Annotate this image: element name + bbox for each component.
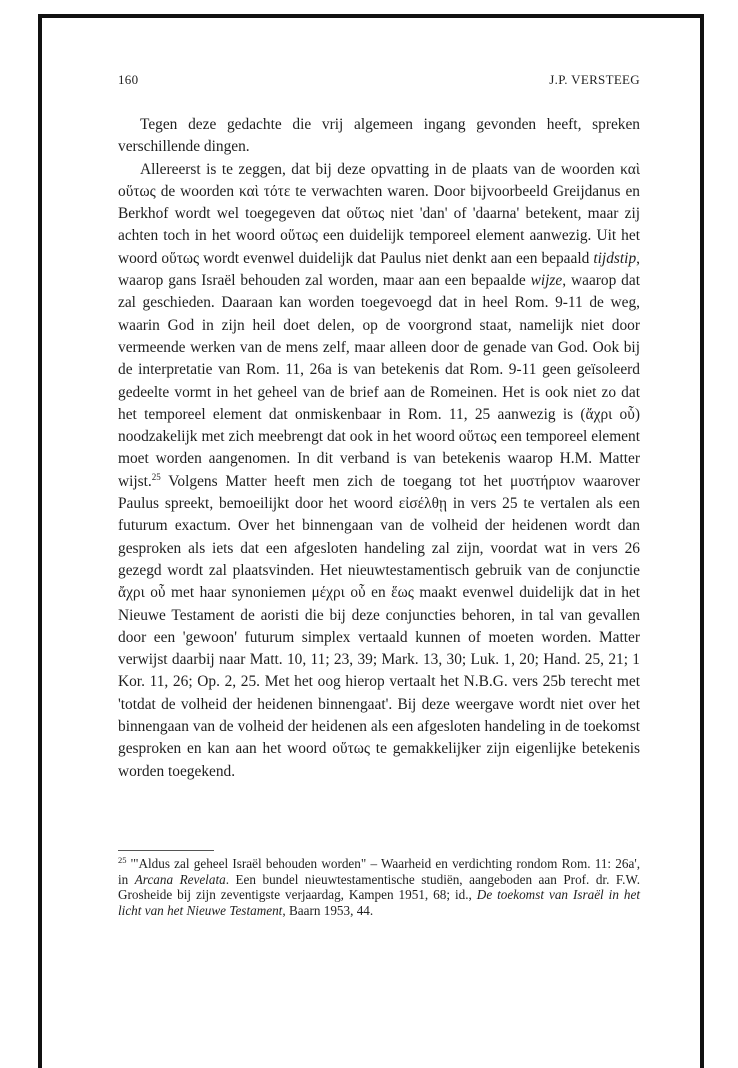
- italic-tijdstip: tijdstip: [593, 249, 637, 267]
- paragraph-2-text-2: , waarop gans Israël behouden zal worden, maar aan een bepaalde: [118, 249, 640, 290]
- scan-border-top: [38, 14, 704, 18]
- footnote-number: 25: [118, 855, 127, 865]
- italic-wijze: wijze: [530, 272, 563, 290]
- scan-border-left: [38, 14, 42, 1068]
- footnote-separator: [118, 850, 214, 851]
- paragraph-2: [118, 159, 640, 783]
- footnote-italic-title: De toekomst van Israël in het licht van het Nieuwe Testament: [118, 887, 640, 918]
- paragraph-2-text-4: Volgens Matter heeft men zich de toegang tot het μυστήριον waarover Paulus spreekt, bemoeilijkt door het woord εἰσέλθῃ in vers 25 te vertalen als een futurum exactum. Over het binnengaan van de volheid der heidenen wordt dan gesproken als iets dat een afgesloten handeling zal zijn, voordat wat in vers 26 gezegd wordt zal plaatsvinden. Het nieuwtestamentisch gebruik van de conjunctie ἄχρι οὗ met haar synoniemen μέχρι οὗ en ἕως maakt evenwel duidelijk dat in het Nieuwe Testament de aoristi die bij deze conjuncties behoren, in tal van gevallen door een 'gewoon' futurum simplex vertaald kunnen of moeten worden. Matter verwijst daarbij naar Matt. 10, 11; 23, 39; Mark. 13, 30; Luk. 1, 20; Hand. 25, 21; 1 Kor. 11, 26; Op. 2, 25. Met het oog hierop vertaalt het N.B.G. vers 25b terecht met 'totdat de volheid der heidenen binnengaat'. Bij deze weergave wordt niet over het binnengaan van de volheid der heidenen als een afgesloten handeling in de toekomst gesproken en kan aan het woord οὕτως te gemakkelijker zijn eigenlijke betekenis worden toegekend.: [118, 472, 640, 780]
- paragraph-2-text-1: Allereerst is te zeggen, dat bij deze opvatting in de plaats van de woorden καὶ οὕτως de woorden καὶ τότε te verwachten waren. Door bijvoorbeeld Greijdanus en Berkhof wordt wel toegegeven dat οὕτως niet 'dan' of 'daarna' betekent, maar zij achten toch in het woord οὕτως een duidelijk temporeel element aanwezig. Uit het woord οὕτως wordt evenwel duidelijk dat Paulus niet denkt aan een bepaald: [118, 160, 640, 267]
- footnote-text-3: , Baarn 1953, 44.: [282, 902, 374, 918]
- scan-border-right: [700, 14, 704, 1068]
- footnote-reference[interactable]: 25: [151, 471, 161, 482]
- paragraph-1: Tegen deze gedachte die vrij algemeen ingang gevonden heeft, spreken verschillende dingen.: [118, 116, 640, 156]
- footnote-text-2: . Een bundel nieuwtestamentische studiën, aangeboden aan Prof. dr. F.W. Grosheide bij zijn zeventigste verjaardag, Kampen 1951, 68; id.,: [118, 871, 640, 903]
- running-head: J.P. VERSTEEG: [549, 72, 640, 87]
- page-number: 160: [118, 72, 139, 87]
- paragraph-2-text-3: , waarop dat zal geschieden. Daaraan kan worden toegevoegd dat in heel Rom. 9-11 de weg, waarin God in zijn heil doet delen, op de voorgrond staat, namelijk niet door vermeende werken van de mens zelf, maar alleen door de genade van God. Ook bij de interpretatie van Rom. 11, 26a is van betekenis dat Rom. 9-11 geen geïsoleerd gedeelte vormt in het geheel van de brief aan de Romeinen. Het is ook niet zo dat het temporeel element dat onmiskenbaar in Rom. 11, 25 aanwezig is (ἄχρι οὗ) noodzakelijk met zich meebrengt dat ook in het woord οὕτως een temporeel element moet worden aangenomen. In dit verband is van betekenis waarop H.M. Matter wijst.: [118, 272, 640, 490]
- footnote-italic-arcana: Arcana Revelata: [134, 871, 226, 887]
- footnote-text-1: '"Aldus zal geheel Israël behouden worden" – Waarheid en verdichting rondom Rom. 11: 26a', in: [118, 856, 640, 887]
- body-text: [118, 114, 640, 783]
- footnote-25: [118, 856, 640, 918]
